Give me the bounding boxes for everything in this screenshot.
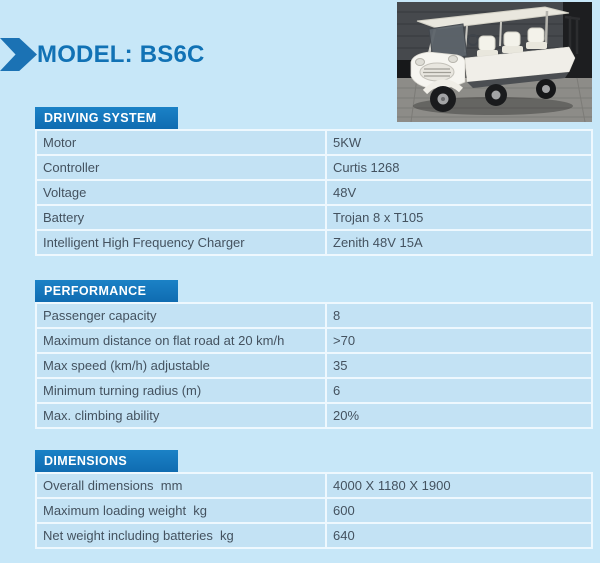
table-row [36,353,592,378]
table-row [36,473,592,498]
table-row [36,155,592,180]
product-photo [397,2,592,122]
table-row [36,403,592,428]
table-row [36,180,592,205]
section-driving-system [35,107,593,256]
spec-value: 35 [326,353,592,378]
table-row [36,230,592,255]
golf-cart-illustration [397,2,592,122]
spec-value: 48V [326,180,592,205]
spec-value: Zenith 48V 15A [326,230,592,255]
spec-label: Net weight including batteries kg [36,523,326,548]
section-header-performance: PERFORMANCE [35,280,178,302]
spec-value: Trojan 8 x T105 [326,205,592,230]
spec-value: 4000 X 1180 X 1900 [326,473,592,498]
table-row [36,378,592,403]
table-row [36,328,592,353]
spec-label: Max. climbing ability [36,403,326,428]
spec-value: 5KW [326,130,592,155]
page-title: MODEL: BS6C [37,41,205,68]
spec-label: Maximum distance on flat road at 20 km/h [36,328,326,353]
spec-value: >70 [326,328,592,353]
spec-label: Intelligent High Frequency Charger [36,230,326,255]
performance-table [35,302,593,429]
spec-label: Battery [36,205,326,230]
table-row [36,523,592,548]
spec-label: Minimum turning radius (m) [36,378,326,403]
table-row [36,303,592,328]
spec-value: Curtis 1268 [326,155,592,180]
spec-label: Motor [36,130,326,155]
spec-label: Passenger capacity [36,303,326,328]
spec-label: Controller [36,155,326,180]
section-dimensions [35,450,593,549]
table-row [36,498,592,523]
section-performance [35,280,593,429]
dimensions-table [35,472,593,549]
chevron-right-icon [0,38,37,71]
section-header-dimensions: DIMENSIONS [35,450,178,472]
table-row [36,130,592,155]
spec-value: 6 [326,378,592,403]
spec-value: 600 [326,498,592,523]
table-row [36,205,592,230]
spec-value: 8 [326,303,592,328]
spec-value: 640 [326,523,592,548]
spec-value: 20% [326,403,592,428]
driving-system-table [35,129,593,256]
spec-label: Voltage [36,180,326,205]
section-header-driving-system: DRIVING SYSTEM [35,107,178,129]
spec-label: Maximum loading weight kg [36,498,326,523]
spec-label: Max speed (km/h) adjustable [36,353,326,378]
spec-label: Overall dimensions mm [36,473,326,498]
